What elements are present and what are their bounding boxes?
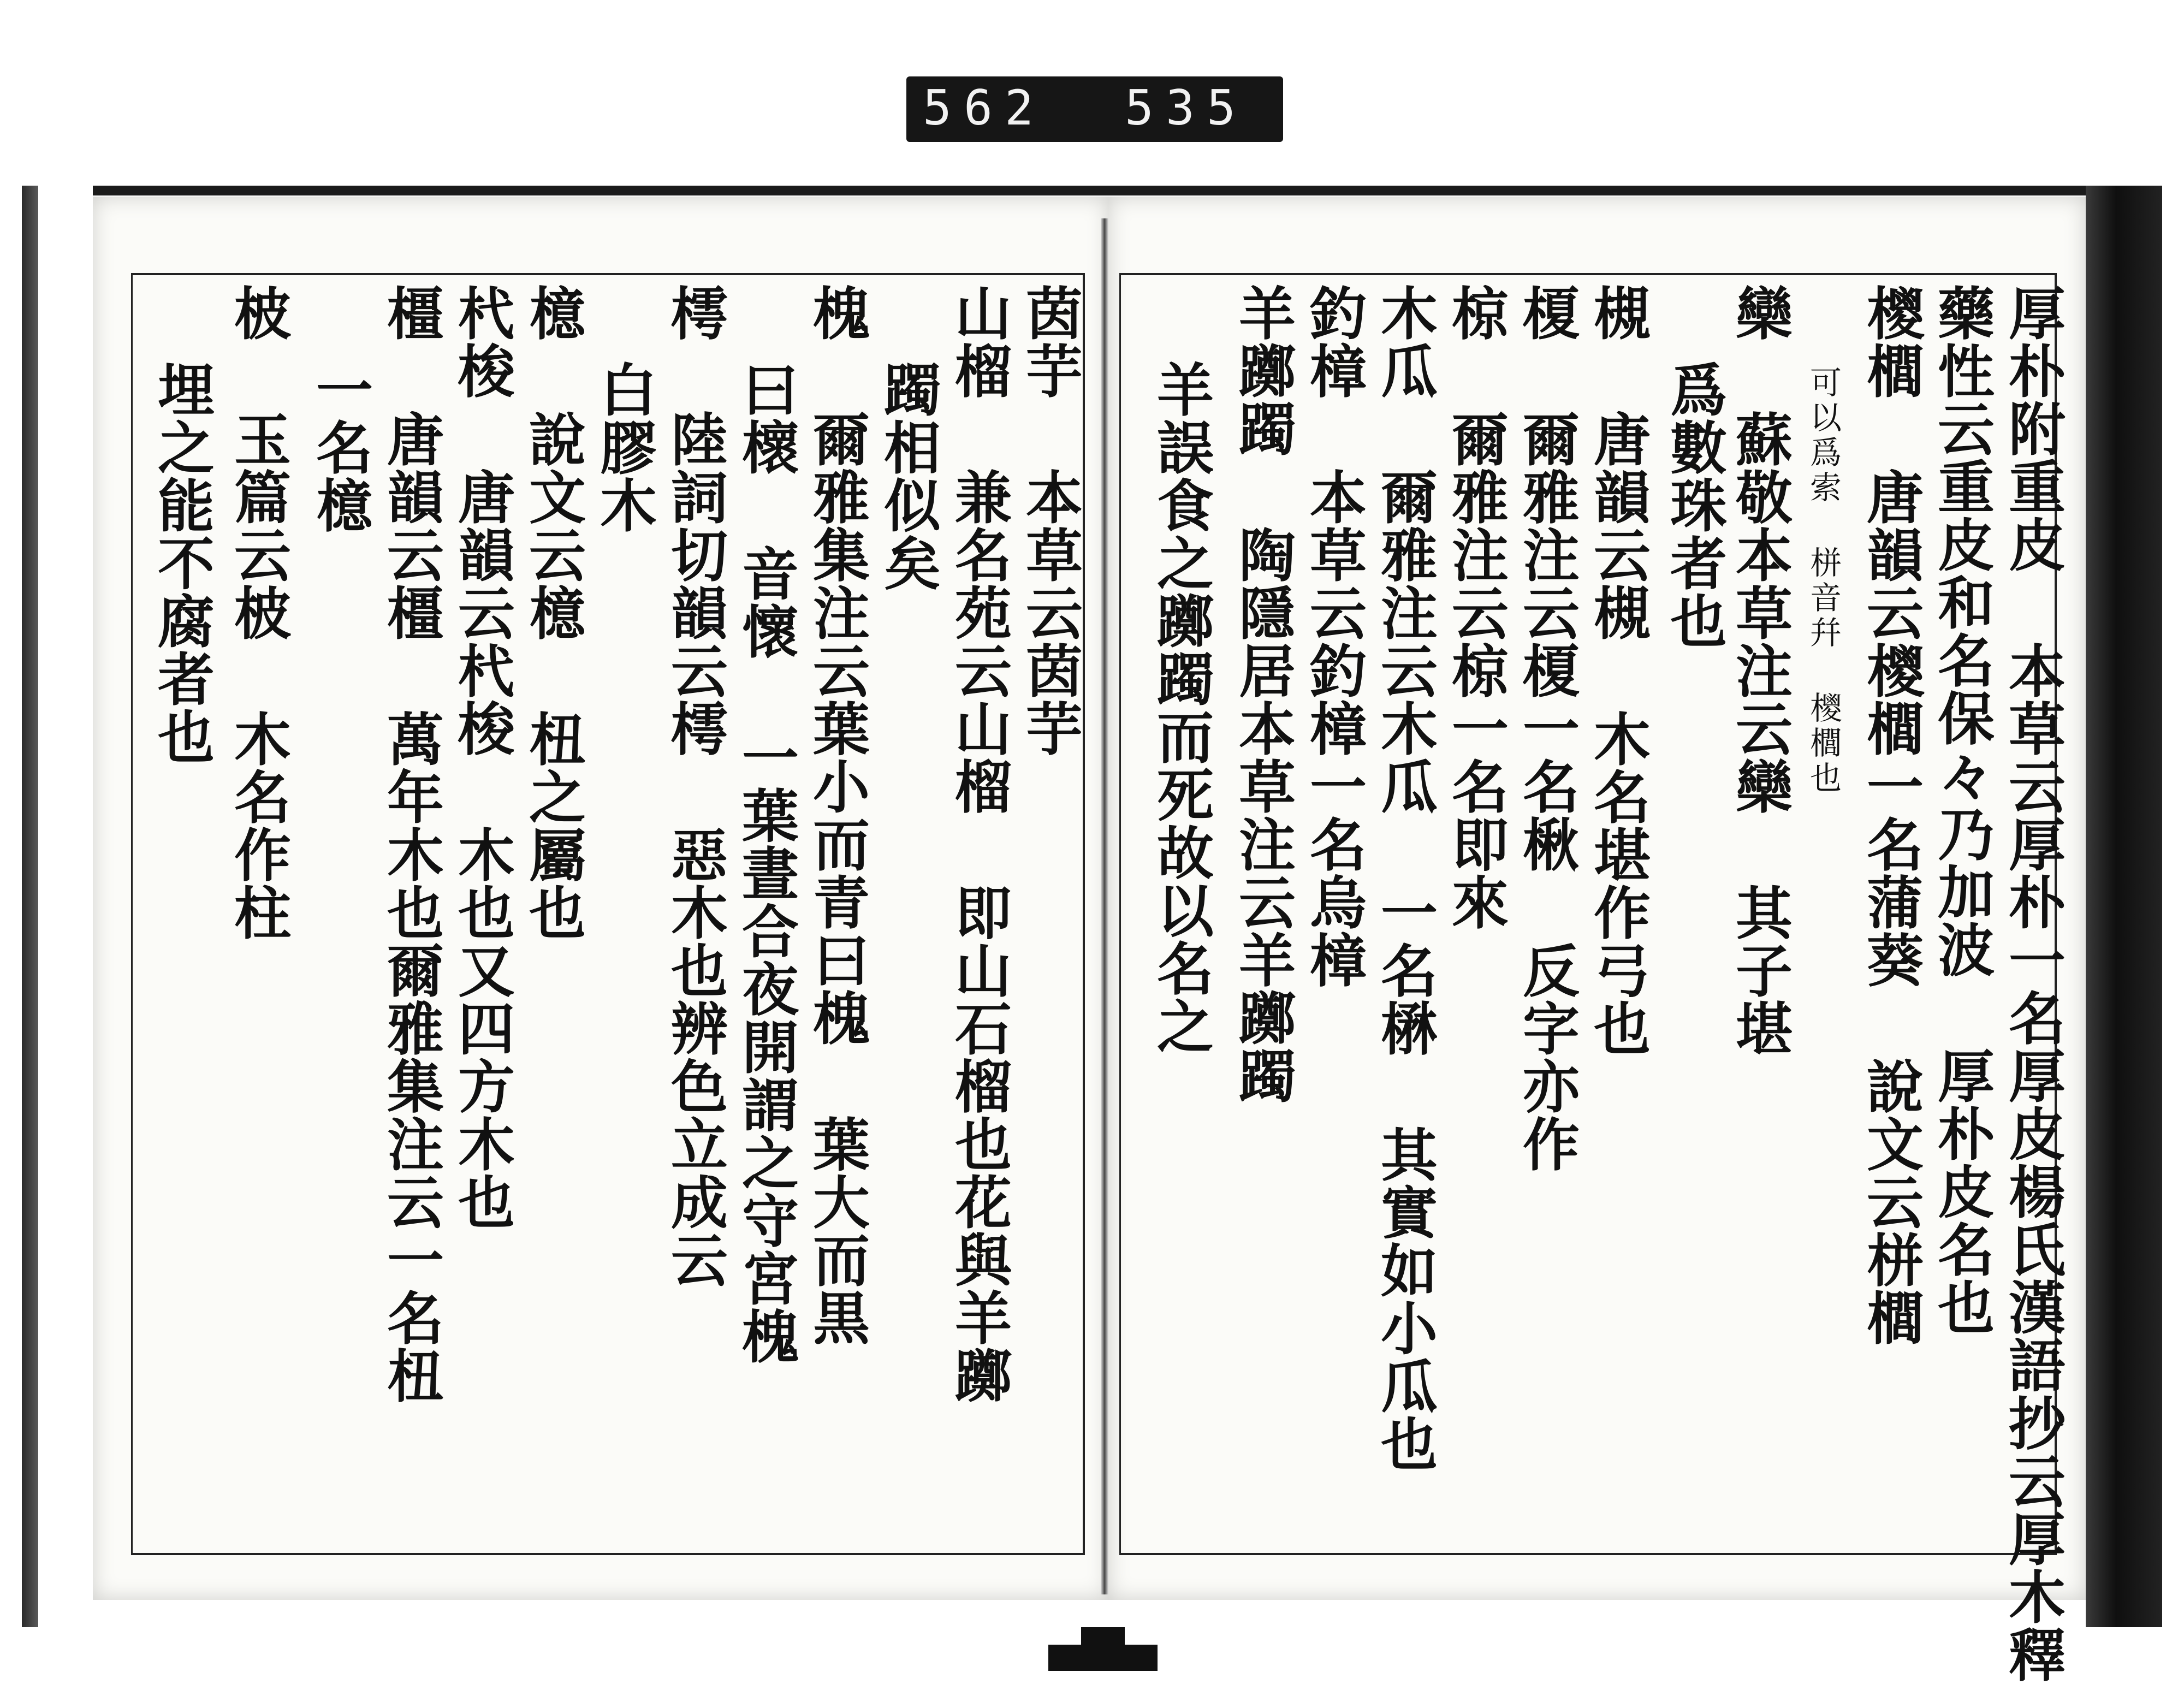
text-column: 㯶櫚 唐韻云㯶櫚一名蒲葵 說文云栟櫚 <box>1857 284 1924 1347</box>
text-column: 白膠木 <box>590 360 657 534</box>
text-column: 曰櫰 音懷 一葉晝合夜開謂之守宮槐 <box>732 360 799 1365</box>
book-edge-left <box>22 186 38 1627</box>
text-column: 欒 蘇敬本草注云欒 其子堪 <box>1726 284 1793 1057</box>
text-column: 釣樟 本草云釣樟一名烏樟 <box>1300 284 1367 989</box>
archive-number-left: 562 <box>923 80 1046 136</box>
text-column: 橿 唐韻云橿 萬年木也爾雅集注云一名杻 <box>377 284 444 1404</box>
text-column: 槻 唐韻云槻 木名堪作弓也 <box>1584 284 1651 1057</box>
text-column: 檍 說文云檍 杻之屬也 <box>519 284 586 941</box>
text-column: 可以爲索 栟音幷 㯶櫚也 <box>1805 366 1842 796</box>
text-column: 樗 陸詞切韻云樗 惡木也辨色立成云 <box>661 284 728 1289</box>
text-column: 椋 爾雅注云椋一名即來 <box>1442 284 1509 931</box>
text-column: 躅相似矣 <box>874 360 941 592</box>
text-column: 埋之能不腐者也 <box>148 360 215 766</box>
archive-number-right: 535 <box>1125 80 1248 136</box>
text-column: 藥性云重皮和名保々乃加波 厚朴皮名也 <box>1928 284 1995 1336</box>
text-column: 槐 爾雅集注云葉小而青曰槐 葉大而黒 <box>803 284 870 1347</box>
text-column: 杙梭 唐韻云杙梭 木也又四方木也 <box>448 284 515 1231</box>
text-column: 木瓜 爾雅注云木瓜 一名楙 其實如小瓜也 <box>1371 284 1438 1473</box>
text-column: 山榴 兼名苑云山榴 即山石榴也花與羊躑 <box>945 284 1012 1404</box>
text-column: 柀 玉篇云柀 木名作柱 <box>224 284 292 941</box>
text-column: 羊誤食之躑躅而死故以名之 <box>1147 360 1214 1055</box>
text-column: 厚朴附重皮 本草云厚朴一名厚皮楊氏漢語抄云厚木釋 <box>1999 284 2066 1683</box>
gutter-mark <box>1048 1627 1158 1671</box>
text-column: 羊躑躅 陶隱居本草注云羊躑躅 <box>1229 284 1296 1105</box>
book-edge-right <box>2086 186 2162 1627</box>
text-column: 榎 爾雅注云榎一名楸 反字亦作 <box>1513 284 1580 1173</box>
text-column: 茵芋 本草云茵芋 <box>1016 284 1083 757</box>
cover-edge <box>93 186 2102 195</box>
gutter-fold <box>1101 218 1108 1594</box>
archive-number-label <box>906 76 1283 142</box>
text-column: 爲數珠者也 <box>1660 360 1728 650</box>
open-book <box>11 186 2162 1683</box>
text-column: 一名檍 <box>306 360 373 534</box>
